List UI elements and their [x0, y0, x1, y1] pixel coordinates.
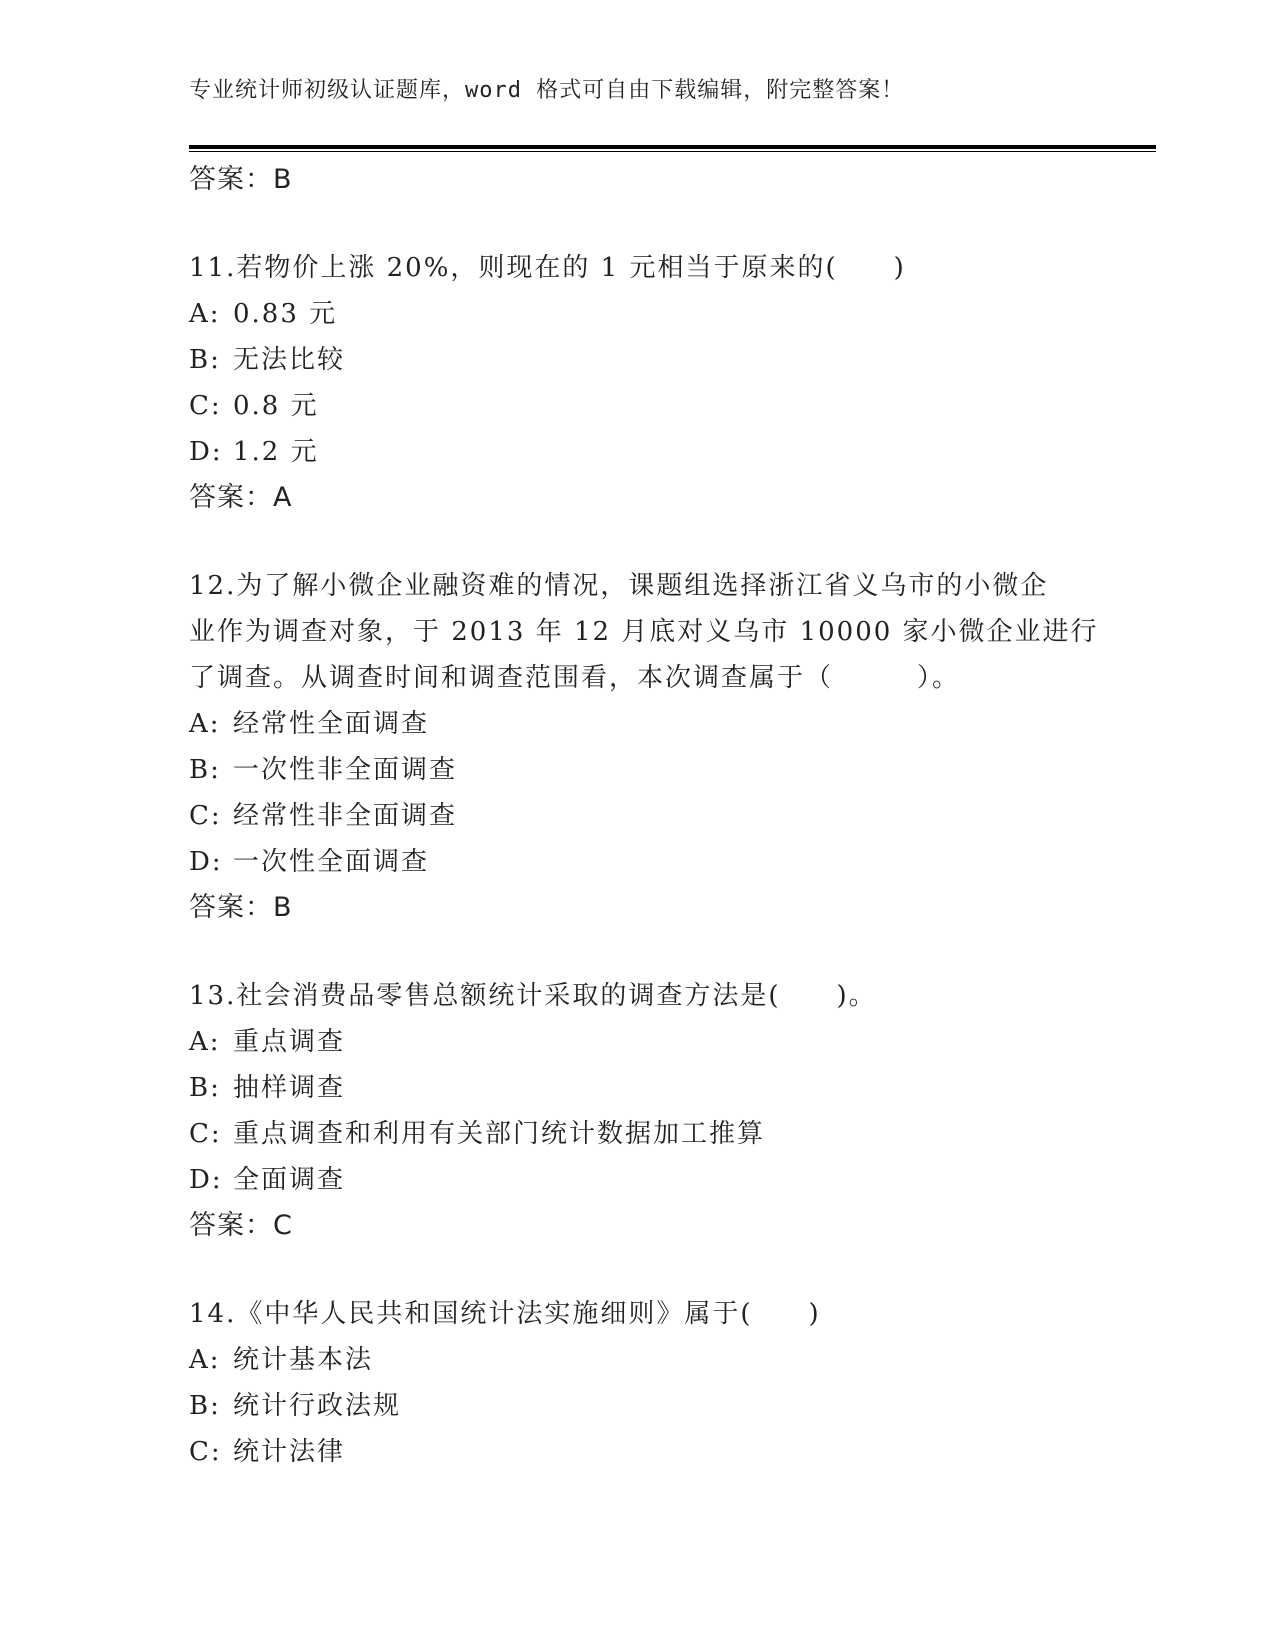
option-text: 抽样调查 [233, 1073, 346, 1103]
option-label: A: [189, 709, 221, 739]
option-a [189, 1337, 1089, 1383]
question-block [189, 1291, 1089, 1475]
spacer [189, 1249, 1089, 1291]
option-a [189, 701, 1089, 747]
option-label: C: [189, 391, 222, 421]
option-d [189, 429, 1089, 475]
option-b [189, 1065, 1089, 1111]
option-label: C: [189, 1119, 222, 1149]
option-text: 经常性非全面调查 [233, 801, 458, 831]
option-c [189, 1429, 1089, 1475]
option-b [189, 1383, 1089, 1429]
option-label: C: [189, 801, 222, 831]
question-block [189, 563, 1099, 931]
question-stem: 业作为调查对象，于 2013 年 12 月底对义乌市 10000 家小微企业进行 [189, 617, 1099, 647]
answer: 答案：B [189, 892, 293, 923]
option-text: 0.8 元 [233, 391, 319, 421]
spacer [189, 931, 1089, 973]
option-text: 一次性全面调查 [233, 847, 430, 877]
question-stem: 14.《中华人民共和国统计法实施细则》属于( ) [189, 1299, 821, 1329]
option-b [189, 337, 1089, 383]
option-a [189, 291, 1089, 337]
spacer [189, 521, 1089, 563]
option-text: 全面调查 [233, 1165, 346, 1195]
question-block [189, 973, 1089, 1249]
option-b [189, 747, 1089, 793]
header-rule-thick [189, 145, 1156, 149]
option-label: A: [189, 1027, 221, 1057]
option-text: 重点调查和利用有关部门统计数据加工推算 [233, 1119, 766, 1149]
option-text: 一次性非全面调查 [233, 755, 458, 785]
option-text: 经常性全面调查 [233, 709, 430, 739]
option-label: D: [189, 437, 223, 467]
question-block [189, 245, 1089, 521]
option-text: 无法比较 [233, 345, 346, 375]
question-stem: 11.若物价上涨 20%，则现在的 1 元相当于原来的( ) [189, 253, 906, 283]
option-label: B: [189, 1073, 221, 1103]
header-rule-thin [189, 151, 1156, 152]
option-label: C: [189, 1437, 222, 1467]
question-stem: 13.社会消费品零售总额统计采取的调查方法是( )。 [189, 981, 877, 1011]
page-header: 专业统计师初级认证题库，word 格式可自由下载编辑，附完整答案！ [189, 78, 905, 103]
question-stem: 了调查。从调查时间和调查范围看，本次调查属于（ ）。 [189, 663, 961, 693]
option-label: B: [189, 1391, 221, 1421]
option-label: B: [189, 345, 221, 375]
option-text: 0.83 元 [233, 299, 338, 329]
previous-answer: 答案：B [189, 164, 293, 195]
option-label: D: [189, 847, 223, 877]
option-c [189, 1111, 1089, 1157]
option-text: 统计法律 [233, 1437, 346, 1467]
question-content [189, 157, 1099, 1475]
answer: 答案：C [189, 1210, 293, 1241]
option-d [189, 1157, 1089, 1203]
option-text: 统计行政法规 [233, 1391, 402, 1421]
spacer [189, 203, 1089, 245]
question-stem: 12.为了解小微企业融资难的情况，课题组选择浙江省义乌市的小微企 [189, 571, 1049, 601]
option-text: 重点调查 [233, 1027, 346, 1057]
option-label: A: [189, 299, 221, 329]
option-d [189, 839, 1089, 885]
option-text: 1.2 元 [233, 437, 319, 467]
option-label: D: [189, 1165, 223, 1195]
answer: 答案：A [189, 482, 293, 513]
option-a [189, 1019, 1089, 1065]
option-c [189, 383, 1089, 429]
option-text: 统计基本法 [233, 1345, 374, 1375]
option-label: B: [189, 755, 221, 785]
option-label: A: [189, 1345, 221, 1375]
option-c [189, 793, 1089, 839]
